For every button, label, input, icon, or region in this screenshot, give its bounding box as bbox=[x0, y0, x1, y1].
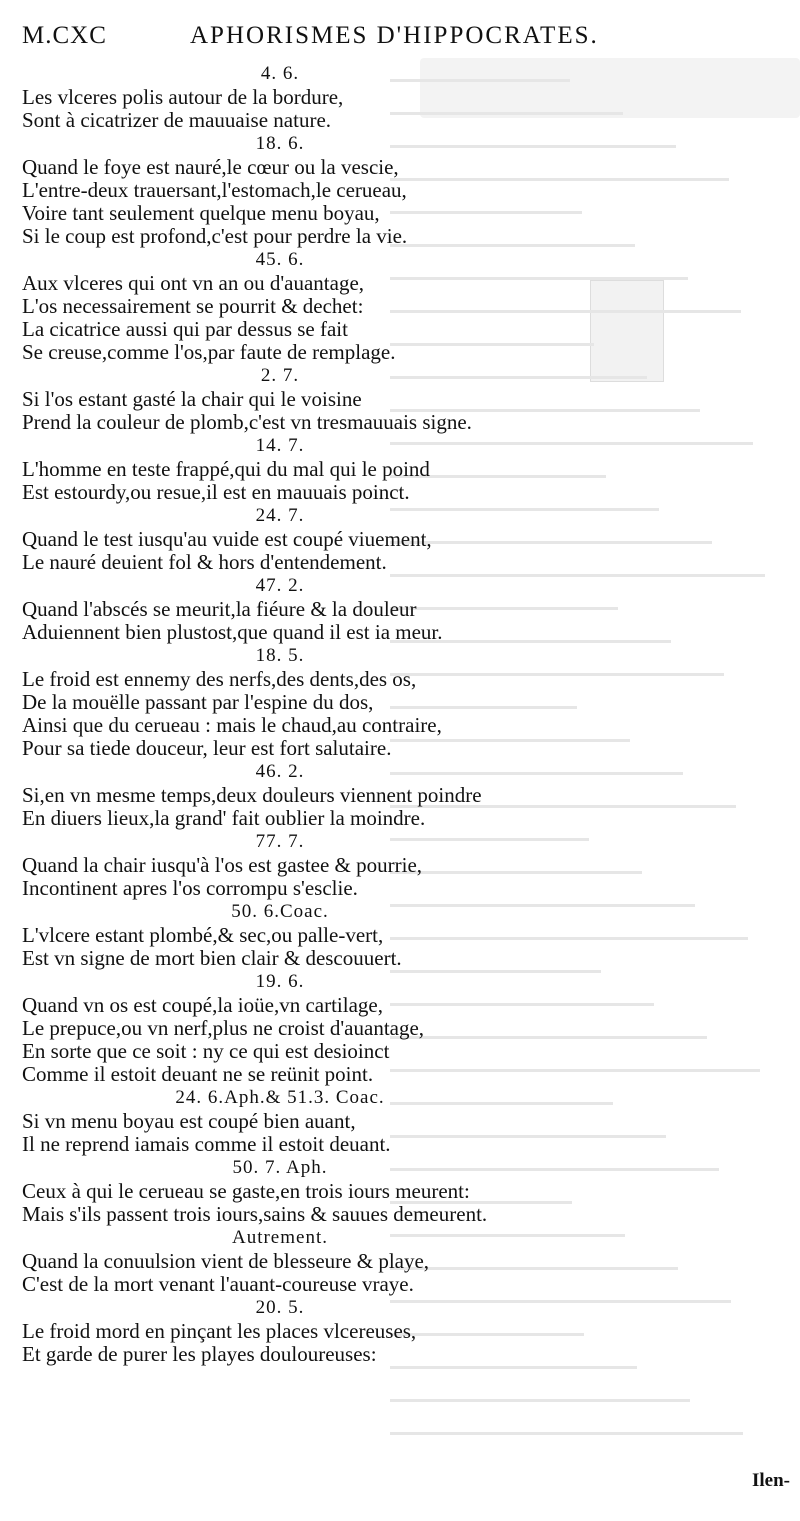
aphorism-reference: 46. 2. bbox=[255, 761, 305, 782]
bleed-through-line bbox=[390, 1380, 800, 1413]
verse-line: Quand le foye est nauré,le cœur ou la vescie, bbox=[22, 155, 399, 179]
verse-line: Le froid est ennemy des nerfs,des dents,des os, bbox=[22, 667, 417, 691]
verse-line: Ceux à qui le cerueau se gaste,en trois iours meurent: bbox=[22, 1179, 470, 1203]
aphorism-reference: 20. 5. bbox=[255, 1297, 305, 1318]
verse-line: Si l'os estant gasté la chair qui le voisine bbox=[22, 387, 362, 411]
verse-line: Et garde de purer les playes douloureuses: bbox=[22, 1342, 377, 1366]
aphorism-reference: 19. 6. bbox=[255, 971, 305, 992]
verse-line: Sont à cicatrizer de mauuaise nature. bbox=[22, 108, 332, 132]
verse-line: Ainsi que du cerueau : mais le chaud,au contraire, bbox=[22, 713, 442, 737]
verse-line: Le prepuce,ou vn nerf,plus ne croist d'auantage, bbox=[22, 1016, 425, 1040]
aphorism-reference: 47. 2. bbox=[255, 575, 305, 596]
verse-line: Pour sa tiede douceur, leur est fort salutaire. bbox=[22, 736, 392, 760]
verse-line: Le froid mord en pinçant les places vlcereuses, bbox=[22, 1319, 417, 1343]
verse-line: L'os necessairement se pourrit & dechet: bbox=[22, 294, 364, 318]
verse-line: Quand la conuulsion vient de blesseure & playe, bbox=[22, 1249, 430, 1273]
aphorism-reference: 14. 7. bbox=[255, 435, 305, 456]
verse-line: Aux vlceres qui ont vn an ou d'auantage, bbox=[22, 271, 365, 295]
verse-line: Si le coup est profond,c'est pour perdre la vie. bbox=[22, 224, 408, 248]
verse-line: Voire tant seulement quelque menu boyau, bbox=[22, 201, 380, 225]
verse-line: Quand vn os est coupé,la ioüe,vn cartilage, bbox=[22, 993, 383, 1017]
verse-line: Si vn menu boyau est coupé bien auant, bbox=[22, 1109, 356, 1133]
verse-line: De la mouëlle passant par l'espine du dos, bbox=[22, 690, 374, 714]
verse-line: Quand la chair iusqu'à l'os est gastee & pourrie, bbox=[22, 853, 423, 877]
aphorism-reference: 18. 5. bbox=[255, 645, 305, 666]
aphorism-reference: 45. 6. bbox=[255, 249, 305, 270]
verse-line: En diuers lieux,la grand' fait oublier la moindre. bbox=[22, 806, 426, 830]
verse-line: Quand le test iusqu'au vuide est coupé viuement, bbox=[22, 527, 432, 551]
verse-line: Est vn signe de mort bien clair & descouuert. bbox=[22, 946, 402, 970]
verse-line: Est estourdy,ou resue,il est en mauuais poinct. bbox=[22, 480, 410, 504]
bleed-through-line bbox=[390, 1413, 800, 1446]
verse-line: Prend la couleur de plomb,c'est vn tresmauuais signe. bbox=[22, 410, 472, 434]
verse-line: Aduiennent bien plustost,que quand il est ia meur. bbox=[22, 620, 443, 644]
aphorism-list bbox=[0, 62, 560, 1366]
aphorism-reference: 4. 6. bbox=[260, 63, 300, 84]
verse-line: L'vlcere estant plombé,& sec,ou palle-vert, bbox=[22, 923, 384, 947]
verse-line: C'est de la mort venant l'auant-coureuse vraye. bbox=[22, 1272, 414, 1296]
aphorism-reference: 77. 7. bbox=[255, 831, 305, 852]
verse-line: Mais s'ils passent trois iours,sains & sauues demeurent. bbox=[22, 1202, 488, 1226]
verse-line: Incontinent apres l'os corrompu s'esclie. bbox=[22, 876, 358, 900]
aphorism-reference: 24. 6.Aph.& 51.3. Coac. bbox=[175, 1087, 385, 1108]
verse-line: Il ne reprend iamais comme il estoit deuant. bbox=[22, 1132, 391, 1156]
aphorism-reference: 24. 7. bbox=[255, 505, 305, 526]
aphorism-reference: Autrement. bbox=[231, 1227, 328, 1248]
verse-line: L'entre-deux trauersant,l'estomach,le cerueau, bbox=[22, 178, 407, 202]
verse-line: L'homme en teste frappé,qui du mal qui le poind bbox=[22, 457, 430, 481]
verse-line: Comme il estoit deuant ne se reünit point. bbox=[22, 1062, 374, 1086]
aphorism-reference: 50. 6.Coac. bbox=[231, 901, 329, 922]
aphorism-reference: 2. 7. bbox=[260, 365, 300, 386]
verse-line: Se creuse,comme l'os,par faute de remplage. bbox=[22, 340, 396, 364]
verse-line: En sorte que ce soit : ny ce qui est desioinct bbox=[22, 1039, 390, 1063]
folio-number: M.CXC bbox=[22, 22, 107, 49]
running-title: APHORISMES D'HIPPOCRATES. bbox=[190, 22, 599, 49]
verse-line: Quand l'abscés se meurit,la fiéure & la douleur bbox=[22, 597, 417, 621]
aphorism-reference: 18. 6. bbox=[255, 133, 305, 154]
verse-line: Les vlceres polis autour de la bordure, bbox=[22, 85, 344, 109]
verse-line: Si,en vn mesme temps,deux douleurs viennent poindre bbox=[22, 783, 482, 807]
page-header bbox=[22, 22, 788, 56]
verse-line: Le nauré deuient fol & hors d'entendement. bbox=[22, 550, 387, 574]
verse-line: La cicatrice aussi qui par dessus se fait bbox=[22, 317, 348, 341]
catchword: Ilen- bbox=[752, 1470, 790, 1491]
aphorism-reference: 50. 7. Aph. bbox=[232, 1157, 328, 1178]
